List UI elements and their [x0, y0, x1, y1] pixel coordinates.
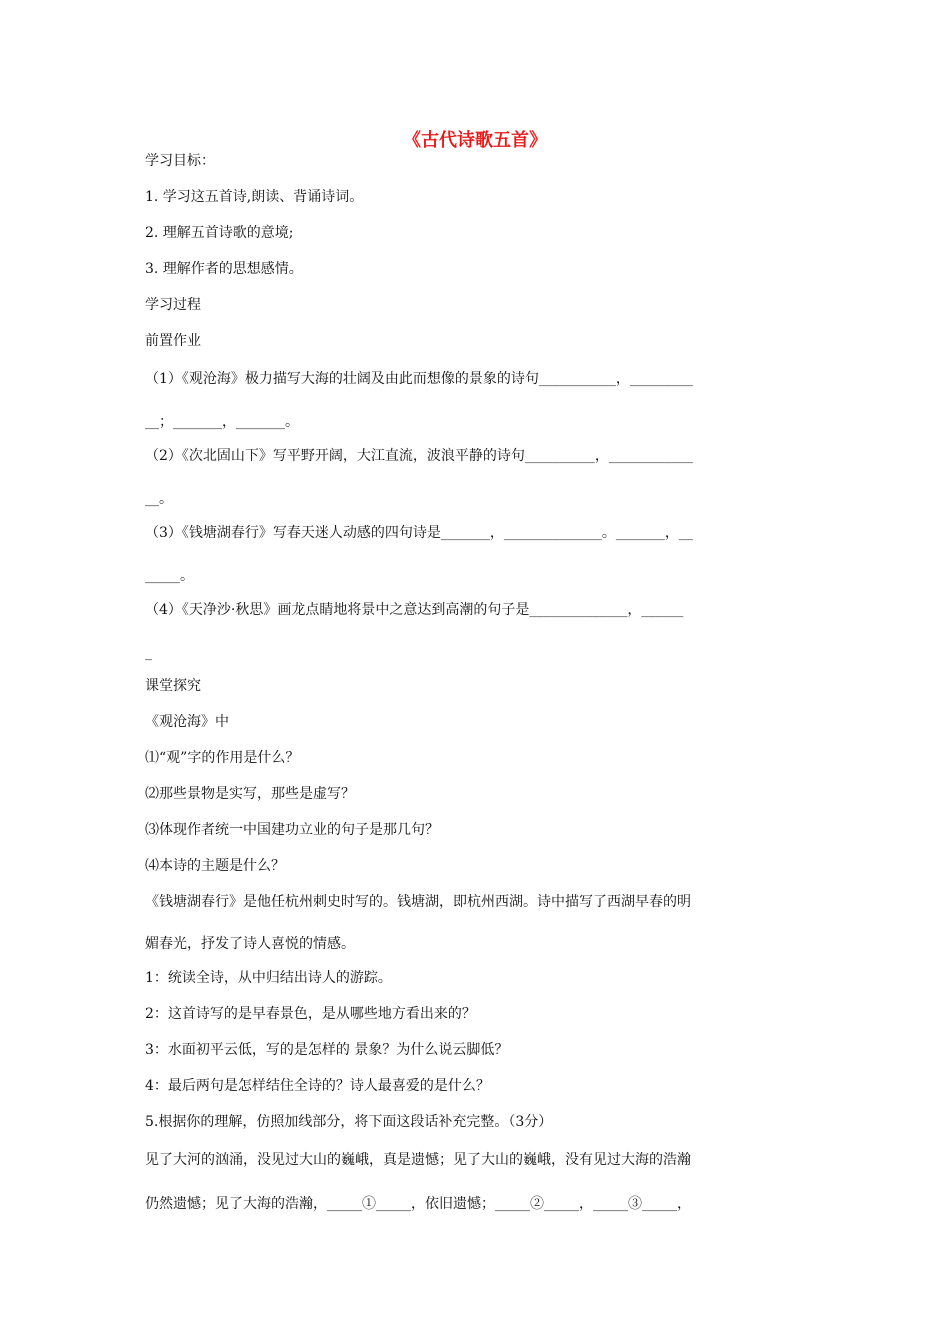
poem-question-4: 4：最后两句是怎样结住全诗的？诗人最喜爱的是什么？ [145, 1078, 490, 1094]
inquiry-question-1: ⑴“观”字的作用是什么？ [145, 750, 300, 766]
poem-intro-paragraph-continued: 媚春光，抒发了诗人喜悦的情感。 [145, 936, 355, 952]
prework-question-3-continued: _____。 [145, 568, 194, 584]
poem-intro-paragraph: 《钱塘湖春行》是他任杭州刺史时写的。钱塘湖，即杭州西湖。诗中描写了西湖早春的明 [145, 894, 691, 910]
exercise-paragraph-continued: 仍然遗憾；见了大海的浩瀚，_____①_____，依旧遗憾；_____②_____，_____③_____， [145, 1196, 691, 1212]
prework-question-4-continued: _ [145, 645, 152, 661]
objective-item-3: 3. 理解作者的思想感情。 [145, 261, 303, 277]
poem-subheading-guan-cang-hai: 《观沧海》中 [145, 714, 229, 730]
inquiry-question-3: ⑶体现作者统一中国建功立业的句子是那几句？ [145, 822, 439, 838]
objective-item-1: 1. 学习这五首诗,朗读、背诵诗词。 [145, 189, 364, 205]
poem-question-5: 5.根据你的理解，仿照加线部分，将下面这段话补充完整。（3分） [145, 1114, 553, 1130]
exercise-paragraph: 见了大河的汹涌，没见过大山的巍峨，真是遗憾；见了大山的巍峨，没有见过大海的浩瀚 [145, 1152, 691, 1168]
section-heading-process: 学习过程 [145, 297, 201, 313]
prework-question-1: （1）《观沧海》极力描写大海的壮阔及由此而想像的景象的诗句___________，_________ [145, 371, 693, 387]
section-heading-prework: 前置作业 [145, 333, 201, 349]
inquiry-question-2: ⑵那些景物是实写，那些是虚写？ [145, 786, 355, 802]
prework-question-3: （3）《钱塘湖春行》写春天迷人动感的四句诗是_______，______________。_______，__ [145, 525, 693, 541]
section-heading-inquiry: 课堂探究 [145, 678, 201, 694]
poem-question-3: 3：水面初平云低，写的是怎样的 景象？为什么说云脚低？ [145, 1042, 509, 1058]
prework-question-1-continued: __；_______，_______。 [145, 414, 299, 430]
document-title: 《古代诗歌五首》 [403, 130, 547, 151]
section-heading-objectives: 学习目标： [145, 153, 215, 169]
inquiry-question-4: ⑷本诗的主题是什么？ [145, 858, 285, 874]
prework-question-2-continued: __。 [145, 491, 173, 507]
objective-item-2: 2. 理解五首诗歌的意境; [145, 225, 294, 241]
prework-question-2: （2）《次北固山下》写平野开阔，大江直流，波浪平静的诗句__________，____________ [145, 448, 693, 464]
poem-question-1: 1：统读全诗，从中归结出诗人的游踪。 [145, 970, 392, 986]
poem-question-2: 2：这首诗写的是早春景色，是从哪些地方看出来的？ [145, 1006, 476, 1022]
prework-question-4: （4）《天净沙·秋思》画龙点睛地将景中之意达到高潮的句子是______________，______ [145, 602, 684, 618]
